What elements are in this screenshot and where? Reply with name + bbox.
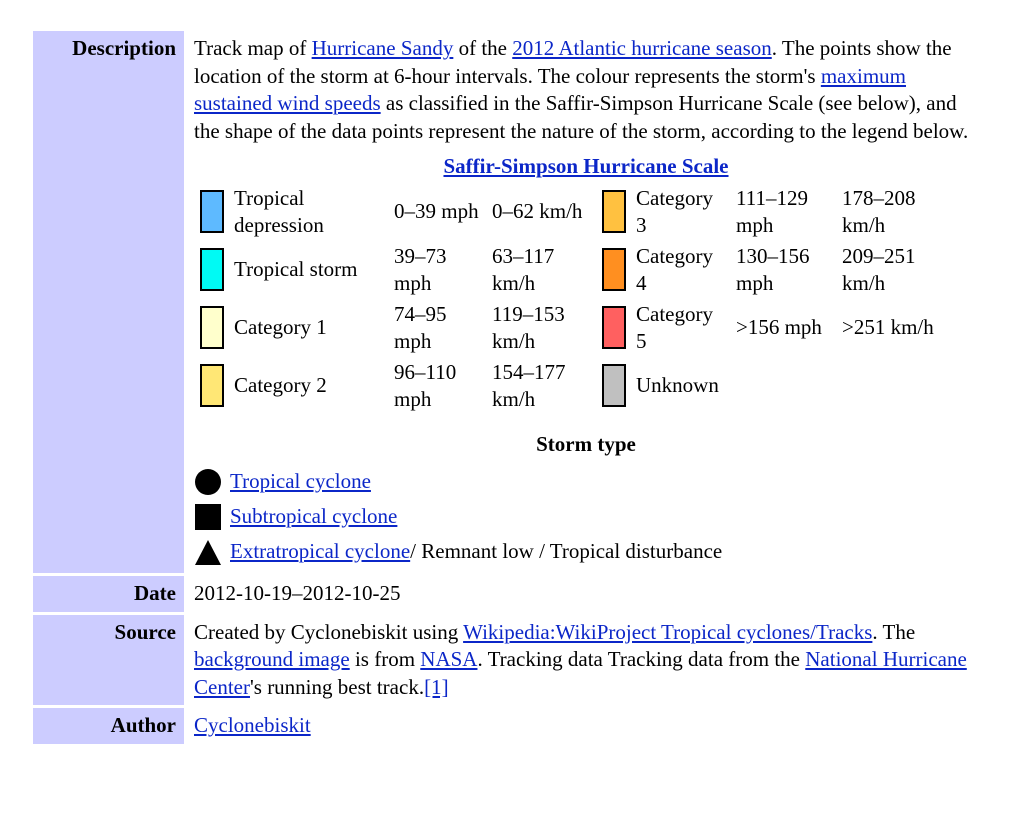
color-swatch [602,248,626,291]
color-swatch [200,364,224,407]
mph-range: 39–73 mph [394,243,447,295]
scale-title-link[interactable]: Saffir-Simpson Hurricane Scale [443,154,729,178]
mph-range [734,359,834,413]
wikiproject-link[interactable]: Wikipedia:WikiProject Tropical cyclones/Tracks [463,619,873,644]
kmh-range: 119–153 km/h [492,301,565,353]
author-link[interactable]: Cyclonebiskit [194,713,311,737]
color-swatch [200,306,224,349]
storm-type-item [194,464,978,499]
hurricane-sandy-link[interactable]: Hurricane Sandy [311,36,454,60]
background-image-link[interactable]: background image [194,647,350,671]
extratropical-cyclone-link[interactable]: Extratropical cyclone [230,538,411,563]
scale-swatch-cell [198,243,226,297]
storm-type-item [194,534,978,569]
author-cell [184,708,988,747]
kmh-range: 209–251 km/h [842,243,916,295]
saffir-simpson-legend [194,153,978,417]
author-row [33,708,988,747]
storm-type-title: Storm type [536,431,636,456]
category-label: Category 1 [234,315,327,339]
color-swatch [200,248,224,291]
scale-swatch-cell [600,359,628,413]
description-cell [184,31,988,576]
season-link[interactable]: 2012 Atlantic hurricane season [512,36,772,60]
date-label: Date [33,576,184,615]
category-label: Tropical storm [234,257,358,281]
scale-row [198,243,944,297]
file-info-table [33,31,988,747]
author-label: Author [33,708,184,747]
nhc-link[interactable]: National Hurricane Center [194,647,967,699]
kmh-range: 63–117 km/h [492,243,555,295]
color-swatch [602,306,626,349]
kmh-range: 154–177 km/h [492,359,566,411]
reference-link[interactable]: [1] [424,674,449,699]
scale-swatch-cell [198,301,226,355]
mph-range: 130–156 mph [736,243,810,295]
date-row [33,576,988,615]
wind-speed-link[interactable]: maximum sustained wind speeds [194,63,906,115]
square-icon [194,503,222,531]
source-row [33,615,988,709]
category-label: Category 3 [636,185,713,237]
mph-range: 0–39 mph [394,199,479,223]
mph-range: 96–110 mph [394,359,457,411]
kmh-range: 178–208 km/h [842,185,916,237]
kmh-range: 0–62 km/h [492,199,583,223]
source-cell: Created by Cyclonebiskit using Wikipedia:WikiProject Tropical cyclones/Tracks. The background image is from NASA. Tracking data Tracking data from the National Hurricane Center's running best track.[1] [184,615,988,709]
subtropical-cyclone-link[interactable]: Subtropical cyclone [230,503,398,528]
triangle-icon [194,538,222,566]
circle-icon [194,468,222,496]
color-swatch [602,364,626,407]
kmh-range [840,359,944,413]
storm-type-list [194,464,978,569]
mph-range: 111–129 mph [736,185,808,237]
tropical-cyclone-link[interactable]: Tropical cyclone [230,468,371,493]
source-label: Source [33,615,184,709]
color-swatch [602,190,626,233]
extratropical-suffix: / Remnant low / Tropical disturbance [410,538,723,563]
scale-swatch-cell [198,185,226,239]
category-label: Unknown [636,373,719,397]
description-row [33,31,988,576]
scale-row [198,301,944,355]
category-label: Category 5 [636,301,713,353]
mph-range: 74–95 mph [394,301,447,353]
category-label: Tropical depression [234,185,324,237]
date-value: 2012-10-19–2012-10-25 [184,576,988,615]
category-label: Category 4 [636,243,713,295]
scale-swatch-cell [198,359,226,413]
scale-row [198,359,944,413]
nasa-link[interactable]: NASA [420,647,478,671]
scale-swatch-cell [600,243,628,297]
description-text: Track map of Hurricane Sandy of the 2012 Atlantic hurricane season. The points show the location of the storm at 6-hour intervals. The colour represents the storm's maximum sustained wind speeds as classified in the Saffir-Simpson Hurricane Scale (see below), and the shape of the data points represent the nature of the storm, according to the legend below. [194,36,969,143]
category-label: Category 2 [234,373,327,397]
scale-swatch-cell [600,301,628,355]
scale-swatch-cell [600,185,628,239]
color-swatch [200,190,224,233]
mph-range: >156 mph [736,315,822,339]
scale-row [198,185,944,239]
scale-table [192,181,950,417]
storm-type-item [194,499,978,534]
kmh-range: >251 km/h [842,315,934,339]
description-label: Description [33,31,184,576]
